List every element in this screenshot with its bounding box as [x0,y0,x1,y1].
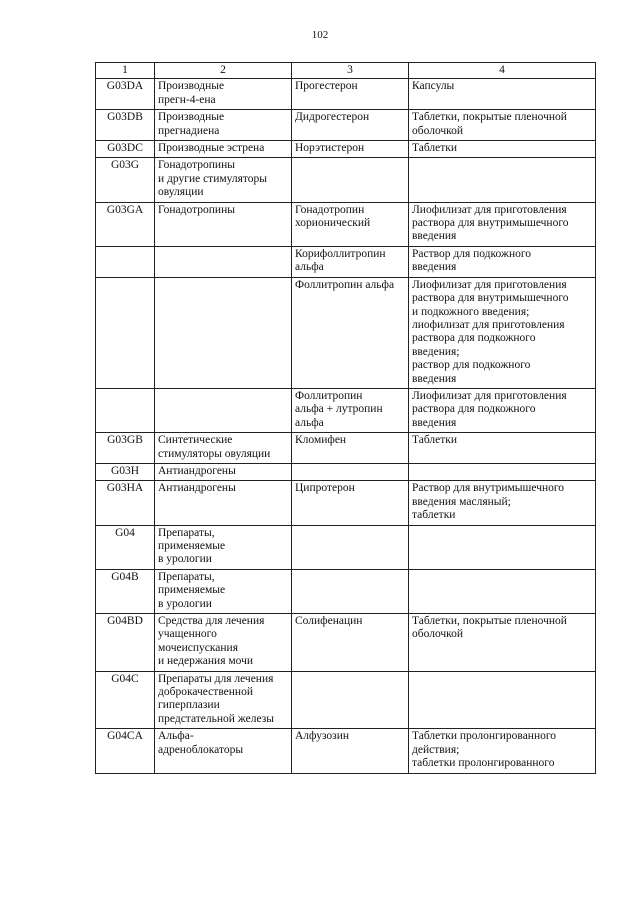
dosage-form-cell: Лиофилизат для приготовления раствора для внутримышечного и подкожного введения; лиофилизат для приготовления раствора для подкожного введения; раствор для подкожного введения [409,277,596,388]
atc-code-cell: G04B [96,569,155,613]
group-name-cell: Препараты для лечения доброкачественной гиперплазии предстательной железы [155,671,292,729]
group-name-cell [155,277,292,388]
header-cell-2: 2 [155,63,292,79]
drug-table [95,62,596,774]
table-row [96,277,596,388]
atc-code-cell: G04C [96,671,155,729]
atc-code-cell: G03DA [96,79,155,110]
substance-cell: Алфузозин [292,729,409,773]
dosage-form-cell: Раствор для внутримышечного введения масляный; таблетки [409,481,596,525]
group-name-cell: Гонадотропины [155,202,292,246]
page-number: 102 [311,29,329,41]
table-row [96,79,596,110]
substance-cell: Ципротерон [292,481,409,525]
substance-cell: Гонадотропин хорионический [292,202,409,246]
table-row [96,141,596,158]
group-name-cell: Гонадотропины и другие стимуляторы овуляции [155,158,292,202]
substance-cell [292,525,409,569]
group-name-cell: Препараты, применяемые в урологии [155,525,292,569]
atc-code-cell: G03G [96,158,155,202]
dosage-form-cell: Лиофилизат для приготовления раствора для подкожного введения [409,388,596,432]
table-row [96,202,596,246]
dosage-form-cell: Капсулы [409,79,596,110]
atc-code-cell: G03GB [96,433,155,464]
table-row [96,433,596,464]
table-row [96,671,596,729]
dosage-form-cell [409,158,596,202]
substance-cell [292,569,409,613]
atc-code-cell: G03HA [96,481,155,525]
group-name-cell: Препараты, применяемые в урологии [155,569,292,613]
table-row [96,246,596,277]
atc-code-cell: G03H [96,463,155,480]
substance-cell: Дидрогестерон [292,110,409,141]
atc-code-cell: G04 [96,525,155,569]
substance-cell: Солифенацин [292,614,409,672]
table-row [96,614,596,672]
substance-cell: Фоллитропин альфа [292,277,409,388]
dosage-form-cell: Раствор для подкожного введения [409,246,596,277]
atc-code-cell: G03DB [96,110,155,141]
dosage-form-cell: Таблетки, покрытые пленочной оболочкой [409,110,596,141]
dosage-form-cell: Лиофилизат для приготовления раствора для внутримышечного введения [409,202,596,246]
table-row [96,388,596,432]
atc-code-cell: G03DC [96,141,155,158]
group-name-cell [155,246,292,277]
substance-cell [292,671,409,729]
group-name-cell: Производные эстрена [155,141,292,158]
group-name-cell: Антиандрогены [155,463,292,480]
header-cell-1: 1 [96,63,155,79]
header-cell-3: 3 [292,63,409,79]
substance-cell: Корифоллитропин альфа [292,246,409,277]
table-body [96,63,596,774]
atc-code-cell [96,277,155,388]
dosage-form-cell [409,463,596,480]
dosage-form-cell [409,569,596,613]
group-name-cell: Альфа- адреноблокаторы [155,729,292,773]
dosage-form-cell: Таблетки, покрытые пленочной оболочкой [409,614,596,672]
substance-cell [292,463,409,480]
group-name-cell [155,388,292,432]
dosage-form-cell: Таблетки пролонгированного действия; таблетки пролонгированного [409,729,596,773]
substance-cell: Прогестерон [292,79,409,110]
group-name-cell: Синтетические стимуляторы овуляции [155,433,292,464]
group-name-cell: Средства для лечения учащенного мочеиспускания и недержания мочи [155,614,292,672]
atc-code-cell: G03GA [96,202,155,246]
dosage-form-cell: Таблетки [409,141,596,158]
substance-cell [292,158,409,202]
table-row [96,110,596,141]
dosage-form-cell [409,671,596,729]
group-name-cell: Производные прегн-4-ена [155,79,292,110]
table-row [96,729,596,773]
group-name-cell: Производные прегнадиена [155,110,292,141]
substance-cell: Норэтистерон [292,141,409,158]
table-row [96,481,596,525]
group-name-cell: Антиандрогены [155,481,292,525]
atc-code-cell [96,246,155,277]
atc-code-cell: G04CA [96,729,155,773]
table-header-row [96,63,596,79]
dosage-form-cell: Таблетки [409,433,596,464]
atc-code-cell: G04BD [96,614,155,672]
table-row [96,158,596,202]
substance-cell: Кломифен [292,433,409,464]
table-row [96,569,596,613]
substance-cell: Фоллитропин альфа + лутропин альфа [292,388,409,432]
atc-code-cell [96,388,155,432]
table-row [96,525,596,569]
dosage-form-cell [409,525,596,569]
table-row [96,463,596,480]
header-cell-4: 4 [409,63,596,79]
